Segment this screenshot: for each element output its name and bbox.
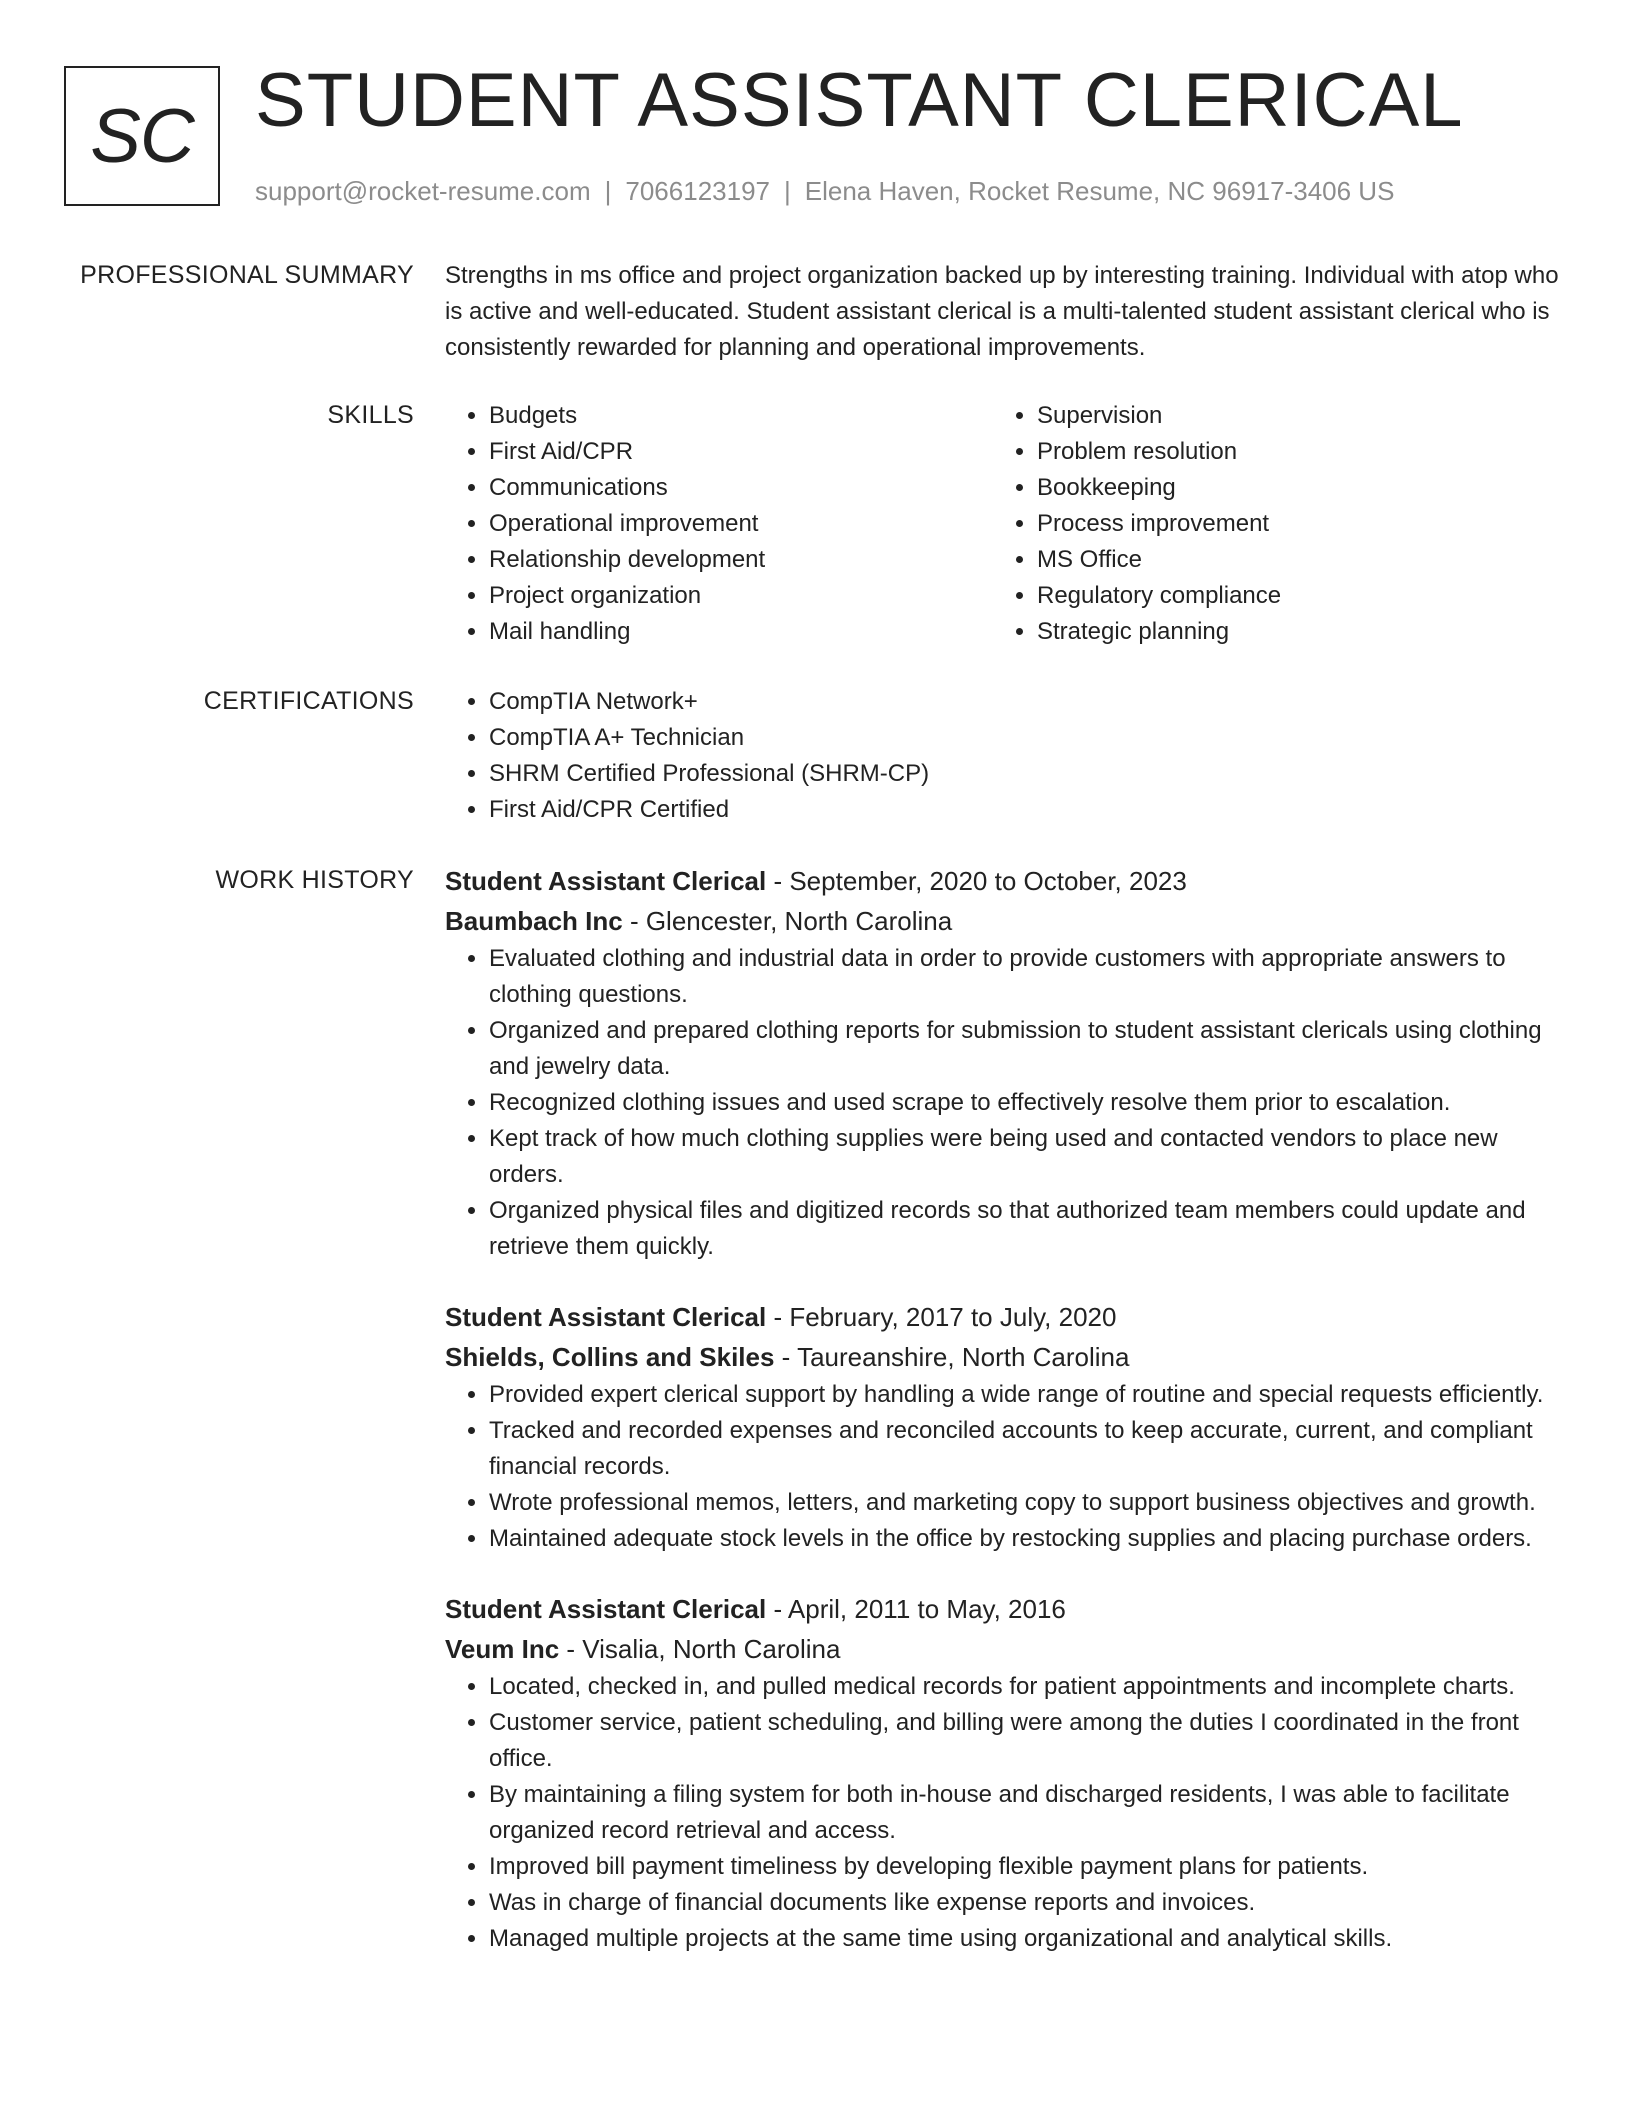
job-bullet: • Provided expert clerical support by handling a wide range of routine and special requests efficiently. xyxy=(489,1377,1565,1413)
resume-name-heading: STUDENT ASSISTANT CLERICAL xyxy=(255,58,1464,143)
skill-item: • Problem resolution xyxy=(1037,434,1541,470)
certification-item: • First Aid/CPR Certified xyxy=(489,792,1565,828)
work-history-label: WORK HISTORY xyxy=(215,866,414,894)
job-bullet: • Tracked and recorded expenses and reconciled accounts to keep accurate, current, and compliant financial records. xyxy=(489,1413,1565,1485)
skill-item: • Project organization xyxy=(489,578,993,614)
job-company-line xyxy=(445,1337,1565,1377)
email-text: support@rocket-resume.com xyxy=(255,176,591,206)
contact-separator: | xyxy=(604,176,612,206)
certification-item: • CompTIA Network+ xyxy=(489,684,1565,720)
job-bullet: • Recognized clothing issues and used scrape to effectively resolve them prior to escalation. xyxy=(489,1085,1565,1121)
job-bullet: • By maintaining a filing system for both in-house and discharged residents, I was able to facilitate organized record retrieval and access. xyxy=(489,1777,1565,1849)
job-company: Veum Inc xyxy=(445,1634,560,1664)
job-location: - Taureanshire, North Carolina xyxy=(774,1342,1130,1372)
job-bullet: • Organized and prepared clothing reports for submission to student assistant clericals using clothing and jewelry data. xyxy=(489,1013,1565,1085)
job-bullet: • Improved bill payment timeliness by developing flexible payment plans for patients. xyxy=(489,1849,1565,1885)
job-title-line xyxy=(445,1589,1565,1629)
skill-item: • Strategic planning xyxy=(1037,614,1541,650)
job-bullet: • Organized physical files and digitized records so that authorized team members could update and retrieve them quickly. xyxy=(489,1193,1565,1265)
work-history-body xyxy=(445,861,1565,1989)
monogram-logo: SC xyxy=(64,66,220,206)
skills-column-left xyxy=(445,398,993,650)
summary-label: PROFESSIONAL SUMMARY xyxy=(80,261,414,289)
skill-item: • Mail handling xyxy=(489,614,993,650)
contact-line xyxy=(255,174,1394,208)
job-bullet: • Located, checked in, and pulled medical records for patient appointments and incomplete charts. xyxy=(489,1669,1565,1705)
job-entry xyxy=(445,1589,1565,1957)
skills-column-right xyxy=(993,398,1541,650)
job-bullet: • Customer service, patient scheduling, and billing were among the duties I coordinated in the front office. xyxy=(489,1705,1565,1777)
job-dates: - February, 2017 to July, 2020 xyxy=(766,1302,1117,1332)
skill-item: • Regulatory compliance xyxy=(1037,578,1541,614)
job-title: Student Assistant Clerical xyxy=(445,1594,767,1624)
job-bullet: • Evaluated clothing and industrial data in order to provide customers with appropriate answers to clothing questions. xyxy=(489,941,1565,1013)
job-bullet: • Wrote professional memos, letters, and marketing copy to support business objectives and growth. xyxy=(489,1485,1565,1521)
job-title: Student Assistant Clerical xyxy=(445,866,767,896)
job-location: - Glencester, North Carolina xyxy=(622,906,953,936)
summary-text: Strengths in ms office and project organization backed up by interesting training. Individual with atop who is active and well-educated. Student assistant clerical is a multi-talented student assistant clerical who is consistently rewarded for planning and operational improvements. xyxy=(445,262,1559,361)
skill-item: • Supervision xyxy=(1037,398,1541,434)
certifications-label: CERTIFICATIONS xyxy=(203,687,414,715)
job-location: - Visalia, North Carolina xyxy=(559,1634,841,1664)
skills-label: SKILLS xyxy=(327,401,414,429)
phone-text: 7066123197 xyxy=(625,176,770,206)
job-title-line xyxy=(445,861,1565,901)
job-title: Student Assistant Clerical xyxy=(445,1302,767,1332)
job-title-line xyxy=(445,1297,1565,1337)
skill-item: • Process improvement xyxy=(1037,506,1541,542)
skill-item: • Budgets xyxy=(489,398,993,434)
certification-item: • SHRM Certified Professional (SHRM-CP) xyxy=(489,756,1565,792)
skill-item: • Relationship development xyxy=(489,542,993,578)
summary-body xyxy=(445,258,1565,366)
certifications-body xyxy=(445,684,1565,828)
job-company-line xyxy=(445,901,1565,941)
skill-item: • First Aid/CPR xyxy=(489,434,993,470)
contact-separator: | xyxy=(784,176,791,206)
skill-item: • MS Office xyxy=(1037,542,1541,578)
job-company: Shields, Collins and Skiles xyxy=(445,1342,775,1372)
job-bullet: • Kept track of how much clothing supplies were being used and contacted vendors to place new orders. xyxy=(489,1121,1565,1193)
skill-item: • Bookkeeping xyxy=(1037,470,1541,506)
job-bullet: • Was in charge of financial documents like expense reports and invoices. xyxy=(489,1885,1565,1921)
job-company-line xyxy=(445,1629,1565,1669)
job-bullet: • Managed multiple projects at the same time using organizational and analytical skills. xyxy=(489,1921,1565,1957)
address-text: Elena Haven, Rocket Resume, NC 96917-3406 US xyxy=(804,176,1395,206)
job-dates: - April, 2011 to May, 2016 xyxy=(766,1594,1066,1624)
job-company: Baumbach Inc xyxy=(445,906,623,936)
job-bullet: • Maintained adequate stock levels in the office by restocking supplies and placing purchase orders. xyxy=(489,1521,1565,1557)
job-entry xyxy=(445,861,1565,1265)
skill-item: • Communications xyxy=(489,470,993,506)
skills-body xyxy=(445,398,1565,650)
job-dates: - September, 2020 to October, 2023 xyxy=(766,866,1187,896)
job-entry xyxy=(445,1297,1565,1557)
skill-item: • Operational improvement xyxy=(489,506,993,542)
certification-item: • CompTIA A+ Technician xyxy=(489,720,1565,756)
